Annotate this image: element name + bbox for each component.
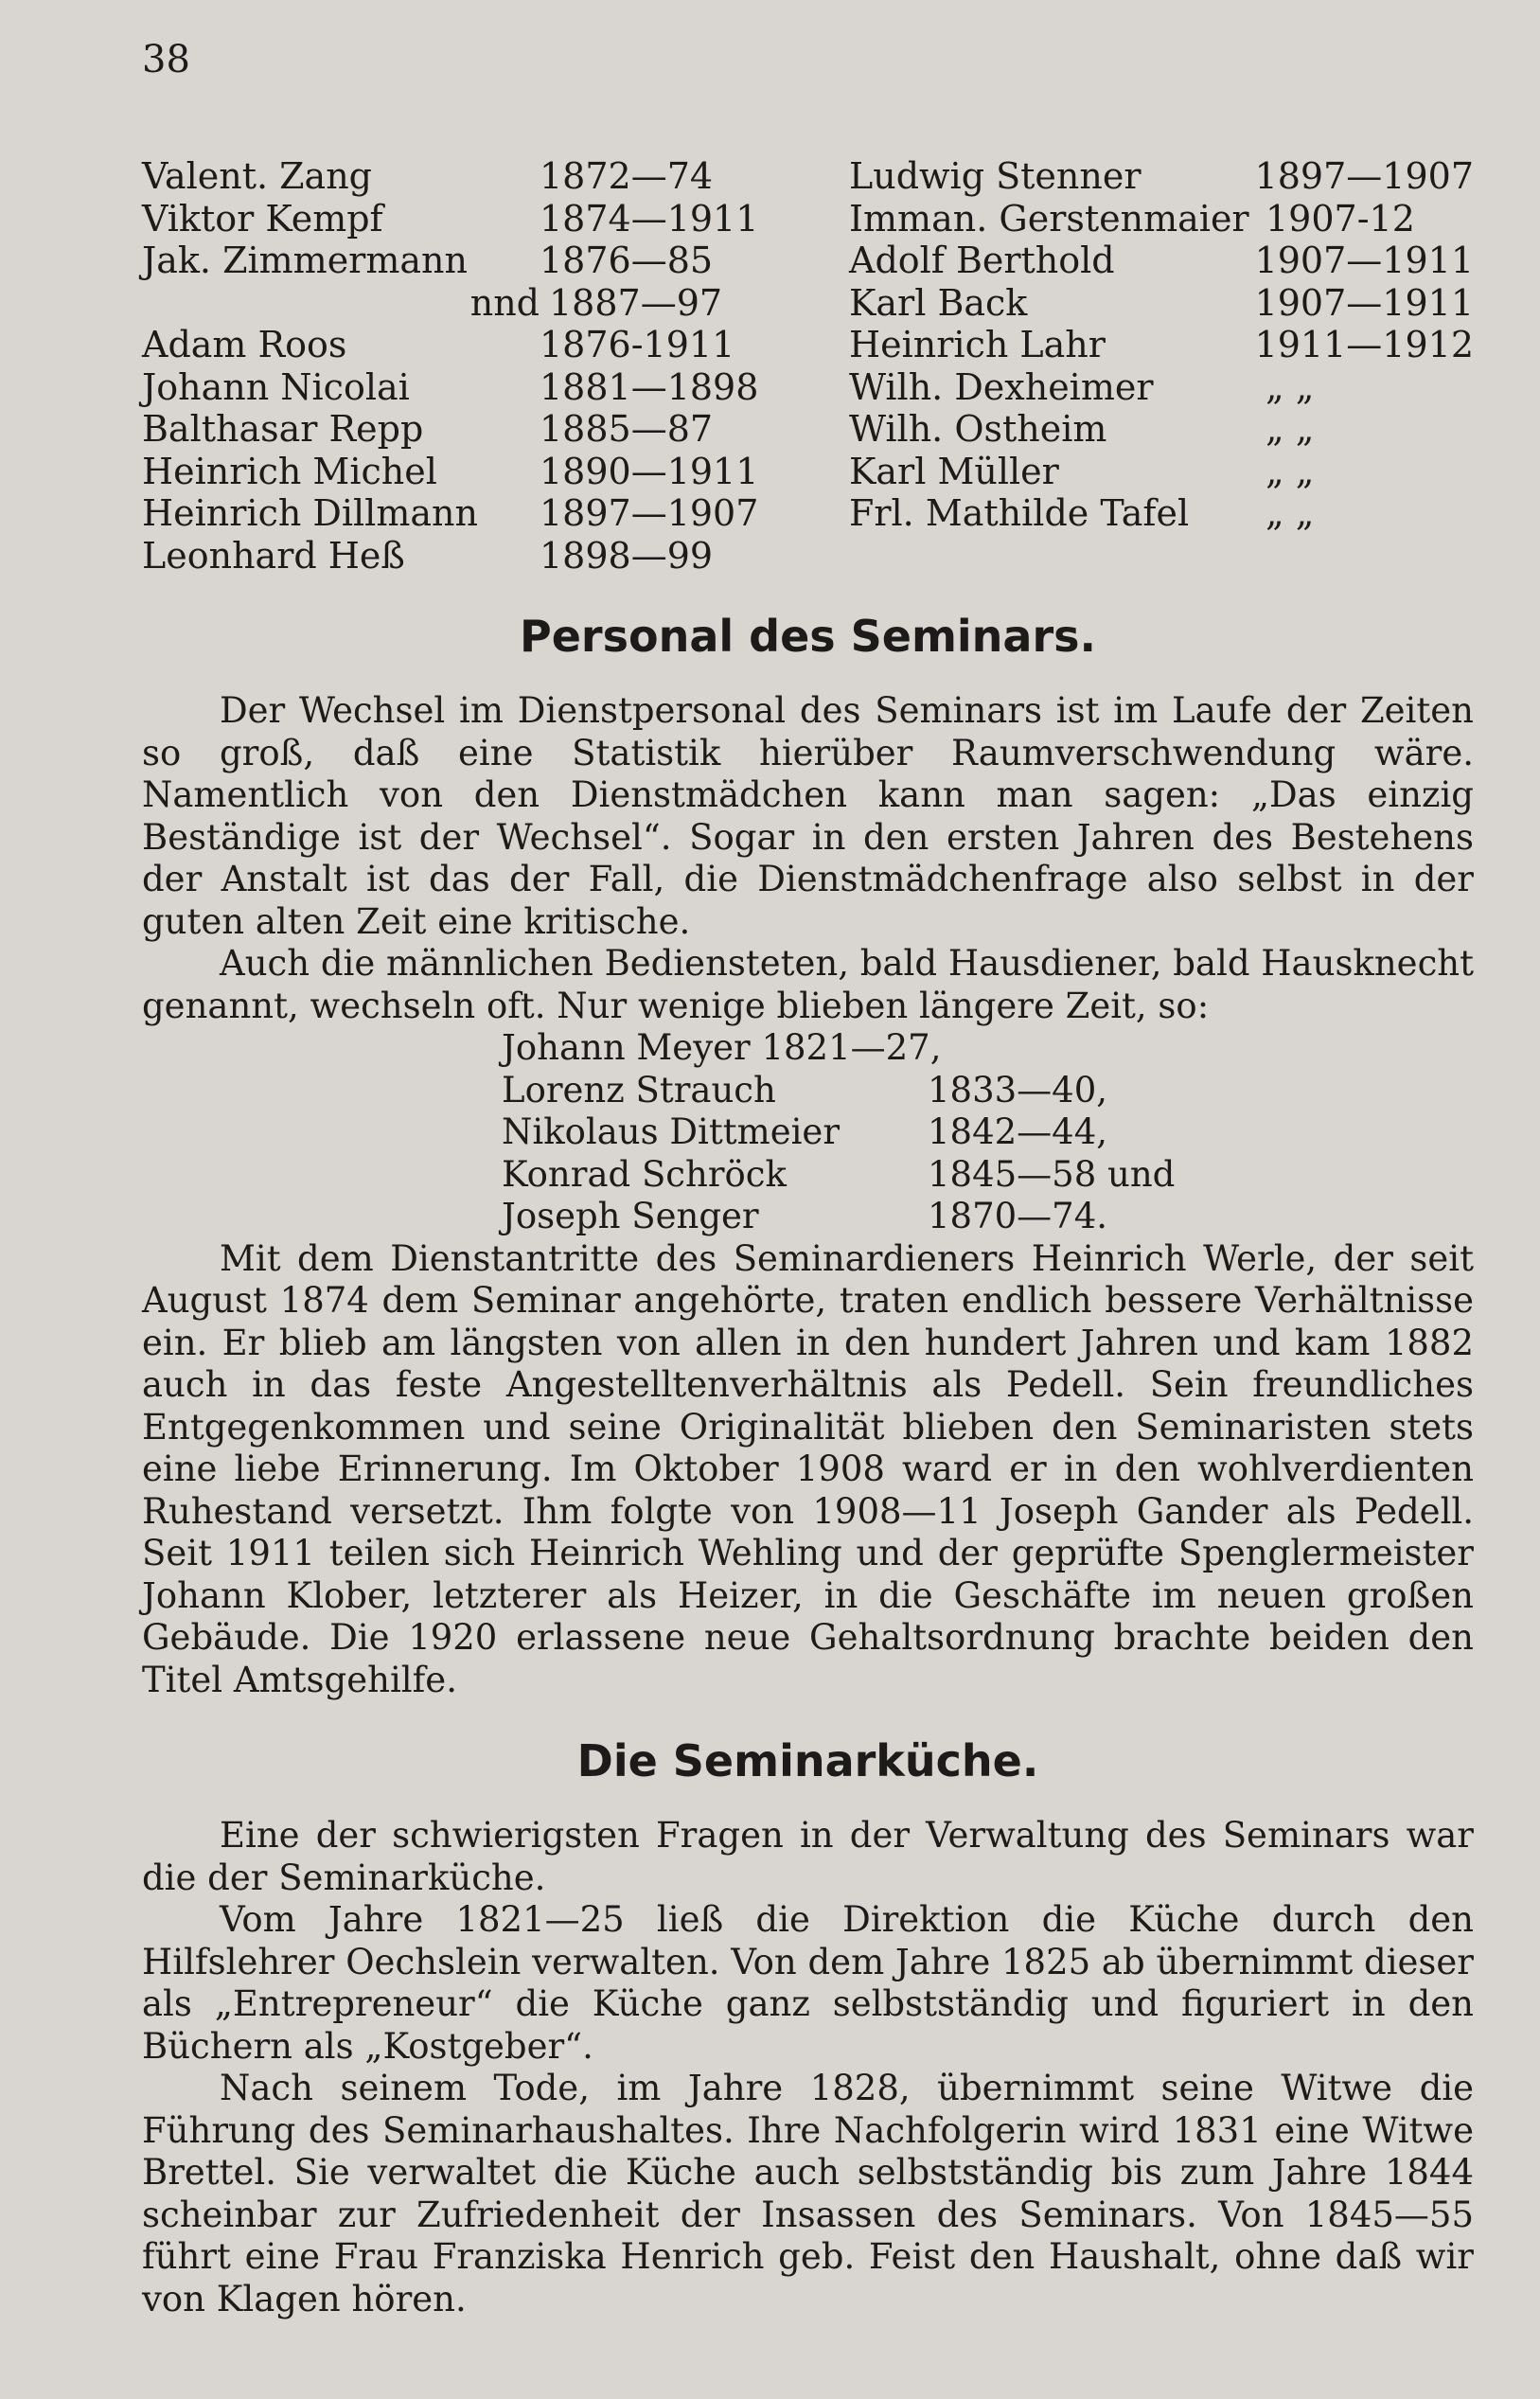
staff-row [849,240,1474,282]
person-name: nnd [469,281,540,324]
service-years: 1890—1911 [540,450,759,492]
person-name: Wilh. Ostheim [849,408,1107,450]
service-years: 1907-12 [1266,197,1415,240]
paragraph: Auch die männlichen Bediensteten, bald Hausdiener, bald Hausknecht genannt, wechseln oft. Nur wenige blieben längere Zeit, so: [142,943,1474,1026]
service-years: 1876-1911 [540,324,735,365]
servant-name: Joseph Senger [502,1196,759,1236]
person-name: Balthasar Repp [142,408,424,450]
service-years: „ „ [1266,450,1315,492]
service-years: 1898—99 [540,534,714,577]
person-name: Jak. Zimmermann [142,240,468,281]
person-name: Frl. Mathilde Tafel [849,492,1190,534]
staff-row [142,155,849,198]
service-years: 1907—1911 [1254,240,1474,281]
service-years: „ „ [1266,408,1315,450]
staff-row [849,408,1474,451]
person-name: Wilh. Dexheimer [849,365,1154,408]
service-years: „ „ [1266,492,1315,534]
servant-row [502,1027,1474,1070]
person-name: Imman. Gerstenmaier [849,197,1249,240]
page-number: 38 [142,38,190,81]
service-years: 1907—1911 [1254,281,1474,324]
person-name: Heinrich Lahr [849,324,1106,365]
servant-name: Nikolaus Dittmeier [502,1111,841,1152]
service-years: 1885—87 [540,408,714,450]
staff-row [849,198,1474,240]
servant-name: Johann Meyer 1821—27, [502,1027,942,1068]
person-name: Karl Müller [849,450,1059,492]
servant-years: 1842—44, [928,1111,1108,1152]
service-years: 1872—74 [540,155,714,197]
person-name: Ludwig Stenner [849,155,1142,197]
service-years: 1876—85 [540,240,714,281]
person-name: Adam Roos [142,324,347,365]
service-years: 1911—1912 [1254,324,1474,365]
servant-name: Konrad Schröck [502,1153,787,1195]
paragraph: Der Wechsel im Dienstpersonal des Seminars ist im Laufe der Zeiten so groß, daß eine Statistik hierüber Raumverschwendung wäre. Namentlich von den Dienstmädchen kann man sagen: „Das einzig Beständige ist der Wechsel“. Sogar in den ersten Jahren des Bestehens der Anstalt ist das der Fall, die Dienstmädchenfrage also selbst in der guten alten Zeit eine kritische. [142,690,1474,942]
staff-row [142,408,849,451]
person-name: Adolf Berthold [849,240,1115,281]
staff-column-left [142,155,849,577]
servant-row [502,1111,1474,1154]
person-name: Heinrich Dillmann [142,492,478,534]
staff-list [142,155,1474,577]
staff-row [142,282,849,325]
servant-name: Lorenz Strauch [502,1069,776,1111]
service-years: „ „ [1266,365,1315,408]
person-name: Valent. Zang [142,155,373,197]
servant-row [502,1070,1474,1112]
staff-row [142,492,849,535]
section-heading-personal: Personal des Seminars. [519,611,1097,662]
staff-row [142,198,849,240]
servant-row [502,1154,1474,1197]
service-years: 1897—1907 [1254,155,1474,197]
staff-row [849,451,1474,493]
servant-years: 1870—74. [928,1196,1108,1236]
staff-row [849,155,1474,198]
staff-column-right [849,155,1474,577]
person-name: Heinrich Michel [142,450,437,492]
person-name: Leonhard Heß [142,534,405,577]
servant-years: 1845—58 und [928,1153,1176,1195]
servant-list [502,1027,1474,1238]
staff-row [142,240,849,282]
staff-row [142,451,849,493]
staff-row [849,324,1474,366]
paragraph: Mit dem Dienstantritte des Seminardieners Heinrich Werle, der seit August 1874 dem Seminar angehörte, traten endlich bessere Verhältnisse ein. Er blieb am längsten von allen in den hundert Jahren und kam 1882 auch in das feste Angestelltenverhältnis als Pedell. Sein freundliches Entgegenkommen und seine Originalität blieben den Seminaristen stets eine liebe Erinnerung. Im Oktober 1908 ward er in den wohlverdienten Ruhestand versetzt. Ihm folgte von 1908—11 Joseph Gander als Pedell. Seit 1911 teilen sich Heinrich Wehling und der geprüfte Spenglermeister Johann Klober, letzterer als Heizer, in die Geschäfte im neuen großen Gebäude. Die 1920 erlassene neue Gehaltsordnung brachte beiden den Titel Amtsgehilfe. [142,1237,1474,1700]
person-name: Karl Back [849,281,1028,324]
paragraph: Vom Jahre 1821—25 ließ die Direktion die Küche durch den Hilfslehrer Oechslein verwalten. Von dem Jahre 1825 ab übernimmt dieser als „Entrepreneur“ die Küche ganz selbstständig und figuriert in den Büchern als „Kostgeber“. [142,1899,1474,2067]
service-years: 1887—97 [549,281,723,324]
service-years: 1881—1898 [540,365,759,408]
service-years: 1874—1911 [540,197,759,240]
servant-years: 1833—40, [928,1069,1108,1111]
staff-row [142,535,849,578]
person-name: Viktor Kempf [142,197,383,240]
servant-row [502,1196,1474,1238]
paragraph: Nach seinem Tode, im Jahre 1828, übernimmt seine Witwe die Führung des Seminarhaushaltes. Ihre Nachfolgerin wird 1831 eine Witwe Brettel. Sie verwaltet die Küche auch selbstständig bis zum Jahre 1844 scheinbar zur Zufriedenheit der Insassen des Seminars. Von 1845—55 führt eine Frau Franziska Henrich geb. Feist den Haushalt, ohne daß wir von Klagen hören. [142,2068,1474,2319]
paragraph: Eine der schwierigsten Fragen in der Verwaltung des Seminars war die der Seminarküche. [142,1815,1474,1898]
staff-row [142,366,849,409]
staff-row [849,492,1474,535]
person-name: Johann Nicolai [142,365,410,408]
staff-row [142,324,849,366]
staff-row [849,282,1474,325]
section-heading-kueche: Die Seminarküche. [576,1735,1039,1786]
service-years: 1897—1907 [540,492,759,534]
staff-row [849,366,1474,409]
